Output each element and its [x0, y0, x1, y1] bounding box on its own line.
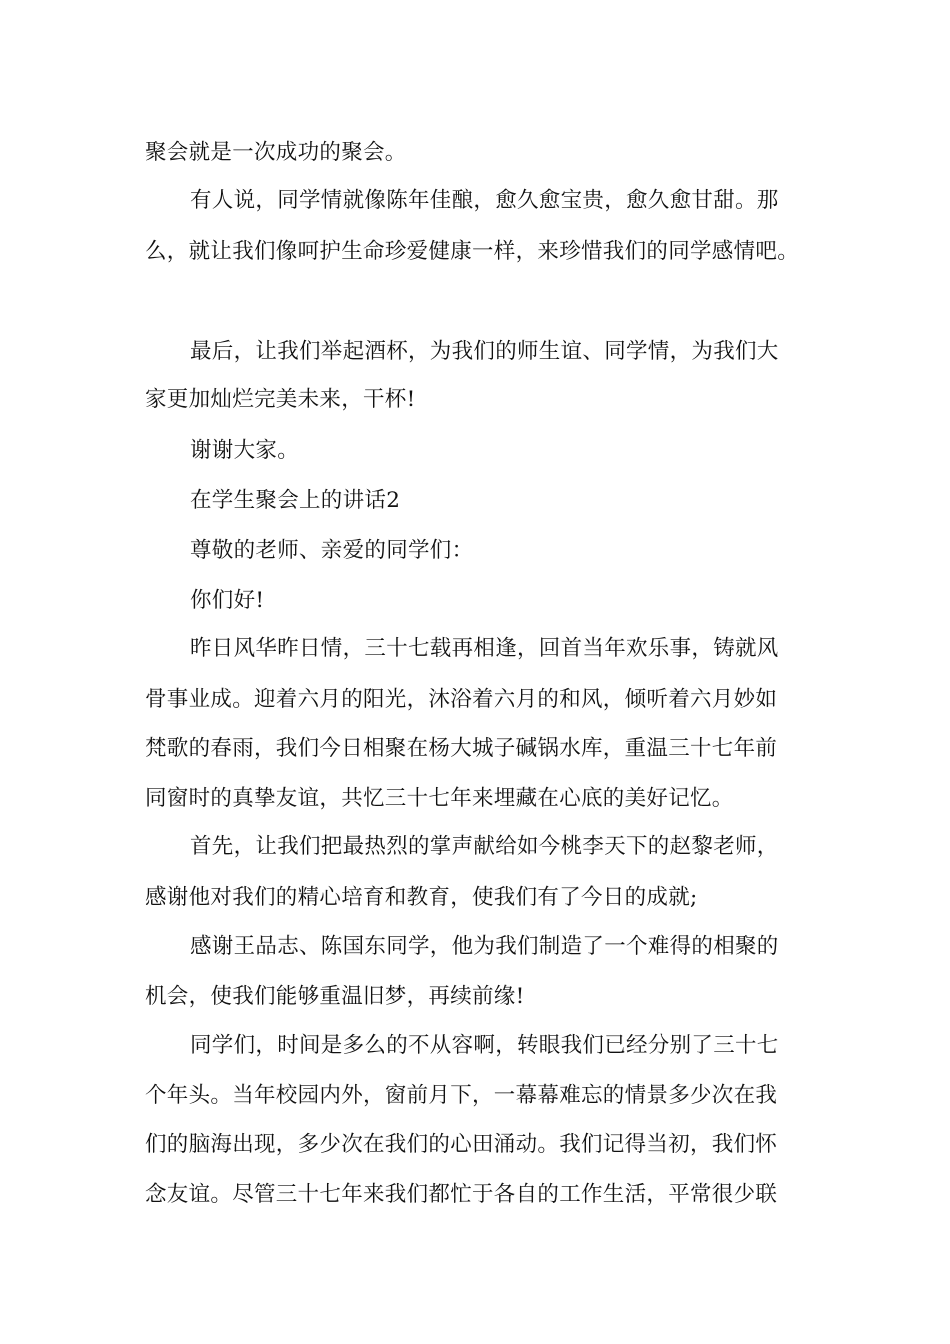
- text-line: 么，就让我们像呵护生命珍爱健康一样，来珍惜我们的同学感情吧。: [145, 239, 800, 264]
- text-line: 你们好!: [190, 588, 265, 613]
- text-line: 最后，让我们举起酒杯，为我们的师生谊、同学情，为我们大: [190, 339, 779, 364]
- text-line: 个年头。当年校园内外，窗前月下，一幕幕难忘的情景多少次在我: [145, 1083, 778, 1108]
- text-line: 同窗时的真挚友谊，共忆三十七年来埋藏在心底的美好记忆。: [145, 786, 734, 811]
- text-line: 同学们，时间是多么的不从容啊，转眼我们已经分别了三十七: [190, 1033, 779, 1058]
- text-line: 感谢王品志、陈国东同学，他为我们制造了一个难得的相聚的: [190, 934, 779, 959]
- text-line: 机会，使我们能够重温旧梦，再续前缘!: [145, 984, 525, 1009]
- text-line: 首先，让我们把最热烈的掌声献给如今桃李天下的赵黎老师，: [190, 834, 779, 859]
- text-line: 昨日风华昨日情，三十七载再相逢，回首当年欢乐事，铸就风: [190, 636, 779, 661]
- text-line: 念友谊。尽管三十七年来我们都忙于各自的工作生活，平常很少联: [145, 1182, 778, 1207]
- text-line: 聚会就是一次成功的聚会。: [145, 140, 407, 165]
- text-line: 尊敬的老师、亲爱的同学们：: [190, 538, 474, 563]
- text-line: 有人说，同学情就像陈年佳酿，愈久愈宝贵，愈久愈甘甜。那: [190, 188, 779, 213]
- text-line: 在学生聚会上的讲话2: [190, 488, 401, 513]
- text-line: 骨事业成。迎着六月的阳光，沐浴着六月的和风，倾听着六月妙如: [145, 687, 778, 712]
- text-line: 谢谢大家。: [190, 438, 300, 463]
- text-line: 感谢他对我们的精心培育和教育，使我们有了今日的成就;: [145, 885, 698, 910]
- text-line: 家更加灿烂完美未来，干杯!: [145, 387, 416, 412]
- text-line: 们的脑海出现，多少次在我们的心田涌动。我们记得当初，我们怀: [145, 1132, 778, 1157]
- text-line: 梵歌的春雨，我们今日相聚在杨大城子碱锅水库，重温三十七年前: [145, 736, 778, 761]
